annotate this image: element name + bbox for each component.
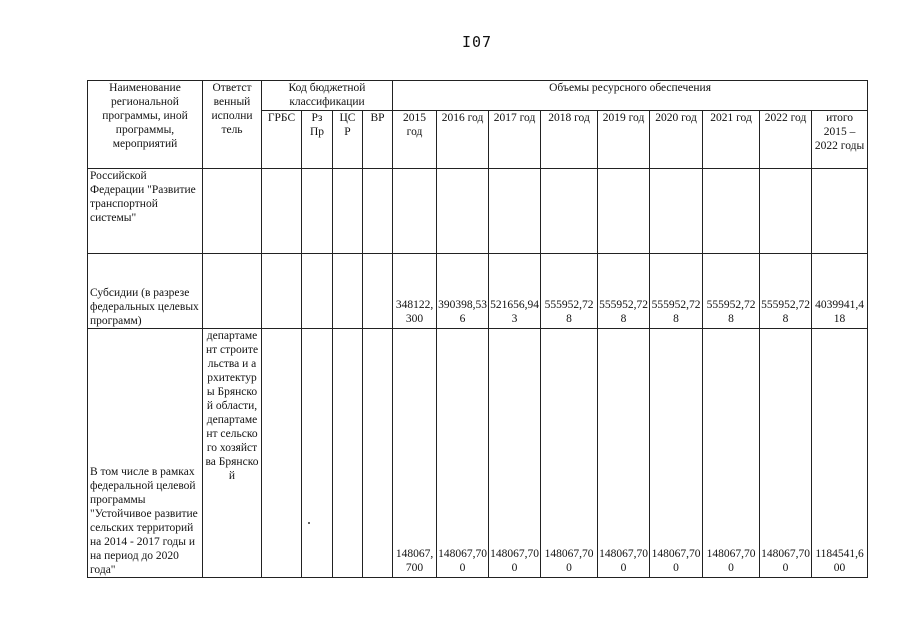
scan-speck <box>308 522 310 524</box>
row-executor <box>203 169 262 254</box>
row-executor: департамент строительства и архитектуры Брянской области, департамент сельского хозяйства Брянской <box>203 329 262 578</box>
value-2018: 148067,700 <box>541 329 598 578</box>
header-year-2022: 2022 год <box>760 111 812 169</box>
header-year-2015: 2015 год <box>393 111 437 169</box>
row-name: В том числе в рамках федеральной целевой программы "Устойчивое развитие сельских территорий на 2014 - 2017 годы и на период до 2020 года" <box>88 329 203 578</box>
table-row <box>88 329 868 578</box>
value-2021: 148067,700 <box>703 329 760 578</box>
header-year-2018: 2018 год <box>541 111 598 169</box>
value-2018: 555952,728 <box>541 254 598 329</box>
row-name: Субсидии (в разрезе федеральных целевых программ) <box>88 254 203 329</box>
header-budget-code: Код бюджетной классификации <box>262 81 393 111</box>
value-total: 4039941,418 <box>812 254 868 329</box>
header-code-vr: ВР <box>363 111 393 169</box>
resource-table <box>87 80 868 578</box>
header-code-csr: ЦС Р <box>333 111 363 169</box>
value-2020: 148067,700 <box>650 329 703 578</box>
row-executor <box>203 254 262 329</box>
header-resources: Объемы ресурсного обеспечения <box>393 81 868 111</box>
value-2019: 148067,700 <box>598 329 650 578</box>
header-year-2021: 2021 год <box>703 111 760 169</box>
value-total: 1184541,600 <box>812 329 868 578</box>
value-2016: 148067,700 <box>437 329 489 578</box>
header-code-grbs: ГРБС <box>262 111 302 169</box>
value-2017: 148067,700 <box>489 329 541 578</box>
value-2016: 390398,536 <box>437 254 489 329</box>
header-year-2017: 2017 год <box>489 111 541 169</box>
header-code-rzpr: Рз Пр <box>302 111 333 169</box>
header-year-2020: 2020 год <box>650 111 703 169</box>
value-2015: 148067,700 <box>393 329 437 578</box>
table-row <box>88 254 868 329</box>
page-number: I07 <box>462 33 493 51</box>
value-2019: 555952,728 <box>598 254 650 329</box>
header-year-2016: 2016 год <box>437 111 489 169</box>
value-2015: 348122,300 <box>393 254 437 329</box>
row-name: Российской Федерации "Развитие транспортной системы" <box>88 169 203 254</box>
value-2021: 555952,728 <box>703 254 760 329</box>
value-2022: 555952,728 <box>760 254 812 329</box>
header-name: Наименование региональной программы, иной программы, мероприятий <box>88 81 203 169</box>
header-total: итого 2015 – 2022 годы <box>812 111 868 169</box>
value-2020: 555952,728 <box>650 254 703 329</box>
value-2022: 148067,700 <box>760 329 812 578</box>
header-year-2019: 2019 год <box>598 111 650 169</box>
header-executor: Ответст венный исполни тель <box>203 81 262 169</box>
value-2017: 521656,943 <box>489 254 541 329</box>
table-row <box>88 169 868 254</box>
